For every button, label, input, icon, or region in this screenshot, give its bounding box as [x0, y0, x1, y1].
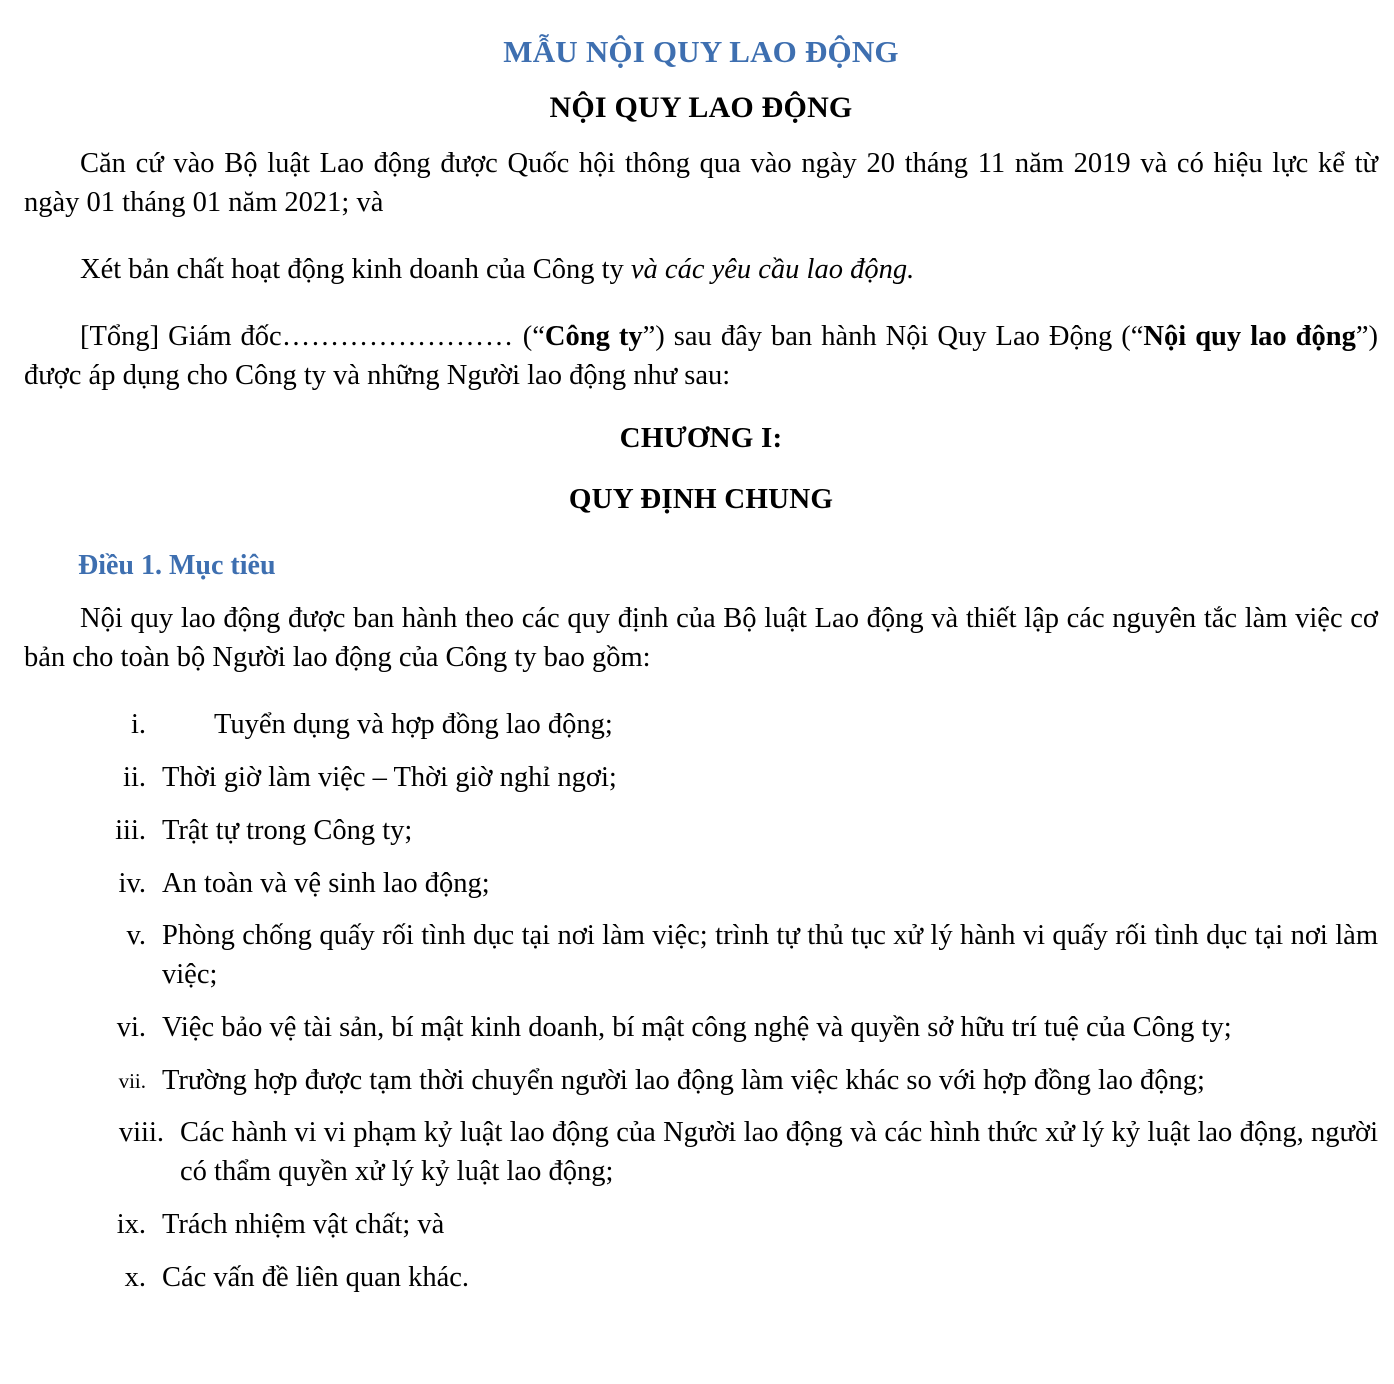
list-item-marker: ii. — [123, 762, 146, 793]
document-title: MẪU NỘI QUY LAO ĐỘNG — [503, 34, 899, 69]
article-1-intro-paragraph — [24, 600, 1378, 678]
list-item-text: Các vấn đề liên quan khác. — [162, 1261, 470, 1293]
document-subtitle: NỘI QUY LAO ĐỘNG — [549, 91, 853, 124]
list-item — [24, 1062, 1378, 1101]
list-item-marker: viii. — [118, 1117, 164, 1149]
recital-paragraph-2 — [24, 251, 1378, 290]
list-item-marker: i. — [130, 709, 146, 741]
article-1-scope-list — [24, 706, 1378, 1297]
list-item — [24, 1259, 1378, 1298]
list-item — [24, 706, 1378, 745]
recital-3-mid: ”) sau đây ban hành Nội Quy Lao Động (“ — [642, 321, 1144, 353]
list-item-marker: v. — [126, 920, 146, 952]
list-item-marker: iv. — [118, 867, 146, 899]
list-item — [24, 759, 1378, 798]
list-item — [24, 1206, 1378, 1245]
article-1-heading: Điều 1. Mục tiêu — [78, 550, 276, 582]
defined-term-labor-rules: Nội quy lao động — [1143, 321, 1356, 353]
recital-3-tail: ”) được áp dụng cho Công ty và những Người lao động như sau: — [24, 321, 1379, 391]
list-item-text: Trường hợp được tạm thời chuyển người lao động làm việc khác so với hợp đồng lao động; — [162, 1064, 1205, 1096]
recital-2-italic: và các yêu cầu lao động. — [630, 254, 915, 285]
recital-3-lead: [Tổng] Giám đốc — [80, 321, 282, 353]
list-item-text: Việc bảo vệ tài sản, bí mật kinh doanh, bí mật công nghệ và quyền sở hữu trí tuệ của Công ty; — [162, 1011, 1232, 1043]
list-item — [24, 1114, 1378, 1192]
recital-paragraph-3 — [24, 318, 1378, 396]
list-item-marker: ix. — [116, 1208, 146, 1240]
list-item-text: Trách nhiệm vật chất; và — [162, 1208, 445, 1240]
list-item — [24, 1009, 1378, 1048]
list-item-text: Trật tự trong Công ty; — [162, 814, 413, 846]
list-item-text: An toàn và vệ sinh lao động; — [162, 867, 490, 899]
list-item-marker: vii. — [118, 1068, 146, 1093]
fill-in-blank-dots: …………………… — [281, 321, 514, 353]
recital-paragraph-1 — [24, 145, 1378, 223]
list-item — [24, 865, 1378, 904]
chapter-number-heading: CHƯƠNG I: — [619, 422, 783, 455]
recital-1-text: Căn cứ vào Bộ luật Lao động được Quốc hội thông qua vào ngày 20 tháng 11 năm 2019 và có hiệu lực kể từ ngày 01 tháng 01 năm 2021; và — [24, 148, 1378, 218]
article-1-intro-text: Nội quy lao động được ban hành theo các quy định của Bộ luật Lao động và thiết lập các nguyên tắc làm việc cơ bản cho toàn bộ Người lao động của Công ty bao gồm: — [24, 603, 1378, 673]
defined-term-company: Công ty — [544, 321, 643, 353]
list-item-marker: x. — [124, 1261, 146, 1293]
list-item-text: Tuyển dụng và hợp đồng lao động; — [214, 709, 613, 741]
list-item — [24, 917, 1378, 995]
list-item-marker: vi. — [116, 1011, 146, 1043]
list-item — [24, 812, 1378, 851]
chapter-name-heading: QUY ĐỊNH CHUNG — [568, 483, 834, 516]
list-item-text: Các hành vi vi phạm kỷ luật lao động của Người lao động và các hình thức xử lý kỷ luật lao động, người có thẩm quyền xử lý kỷ luật lao động; — [180, 1117, 1378, 1187]
list-item-text: Thời giờ làm việc – Thời giờ nghỉ ngơi; — [162, 762, 617, 793]
recital-2-lead: Xét bản chất hoạt động kinh doanh của Công ty — [80, 254, 631, 285]
list-item-marker: iii. — [115, 814, 146, 846]
list-item-text: Phòng chống quấy rối tình dục tại nơi làm việc; trình tự thủ tục xử lý hành vi quấy rối tình dục tại nơi làm việc; — [162, 920, 1378, 990]
recital-3-open-quote: (“ — [513, 321, 545, 353]
